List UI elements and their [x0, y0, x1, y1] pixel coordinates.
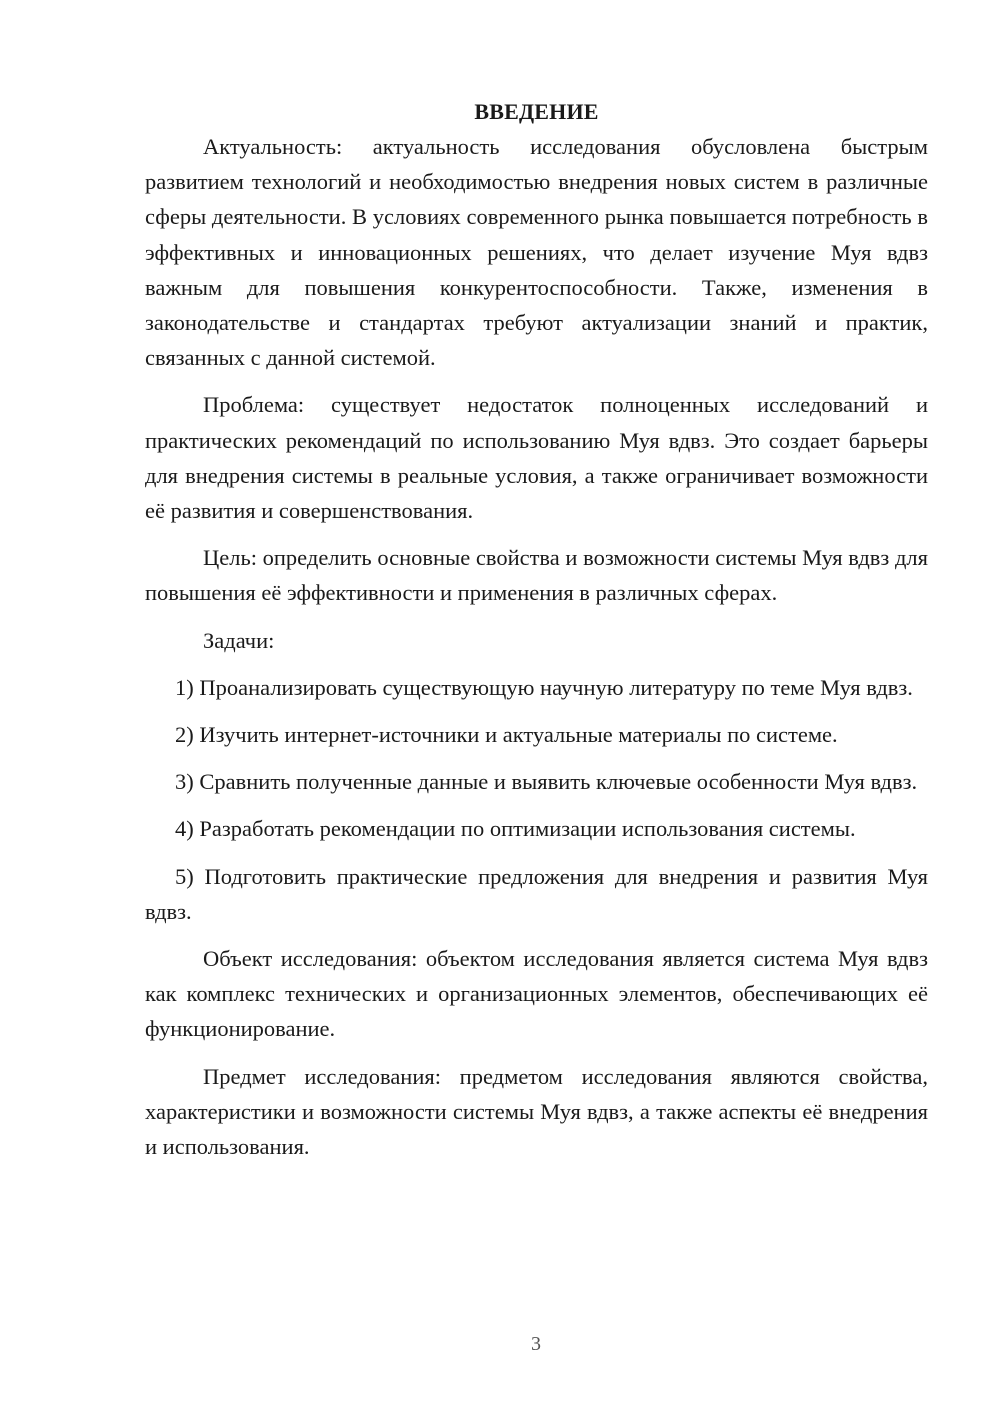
- section-heading: ВВЕДЕНИЕ: [474, 99, 599, 124]
- document-page: [145, 94, 928, 1164]
- object-paragraph: Объект исследования: объектом исследования является система Муя вдвз как комплекс технических и организационных элементов, обеспечивающих её функционирование.: [145, 946, 928, 1042]
- page-number: 3: [531, 1333, 541, 1355]
- goal-paragraph: Цель: определить основные свойства и возможности системы Муя вдвз для повышения её эффективности и применения в различных сферах.: [145, 545, 928, 606]
- task-item-1: 1) Проанализировать существующую научную литературу по теме Муя вдвз.: [175, 674, 913, 700]
- task-item-3: 3) Сравнить полученные данные и выявить ключевые особенности Муя вдвз.: [175, 769, 918, 795]
- problem-paragraph: Проблема: существует недостаток полноценных исследований и практических рекомендаций по использованию Муя вдвз. Это создает барьеры для внедрения системы в реальные условия, а также ограничивает возможности её развития и совершенствования.: [145, 392, 928, 524]
- tasks-label: Задачи:: [203, 627, 275, 653]
- task-item-2: 2) Изучить интернет-источники и актуальные материалы по системе.: [175, 722, 838, 748]
- relevance-paragraph: Актуальность: актуальность исследования обусловлена быстрым развитием технологий и необходимостью внедрения новых систем в различные сферы деятельности. В условиях современного рынка повышается потребность в эффективных и инновационных решениях, что делает изучение Муя вдвз важным для повышения конкурентоспособности. Также, изменения в законодательстве и стандартах требуют актуализации знаний и практик, связанных с данной системой.: [145, 134, 928, 371]
- task-item-4: 4) Разработать рекомендации по оптимизации использования системы.: [175, 816, 856, 842]
- subject-paragraph: Предмет исследования: предметом исследования являются свойства, характеристики и возможности системы Муя вдвз, а также аспекты её внедрения и использования.: [145, 1063, 928, 1160]
- task-item-5: 5) Подготовить практические предложения для внедрения и развития Муя вдвз.: [145, 863, 928, 924]
